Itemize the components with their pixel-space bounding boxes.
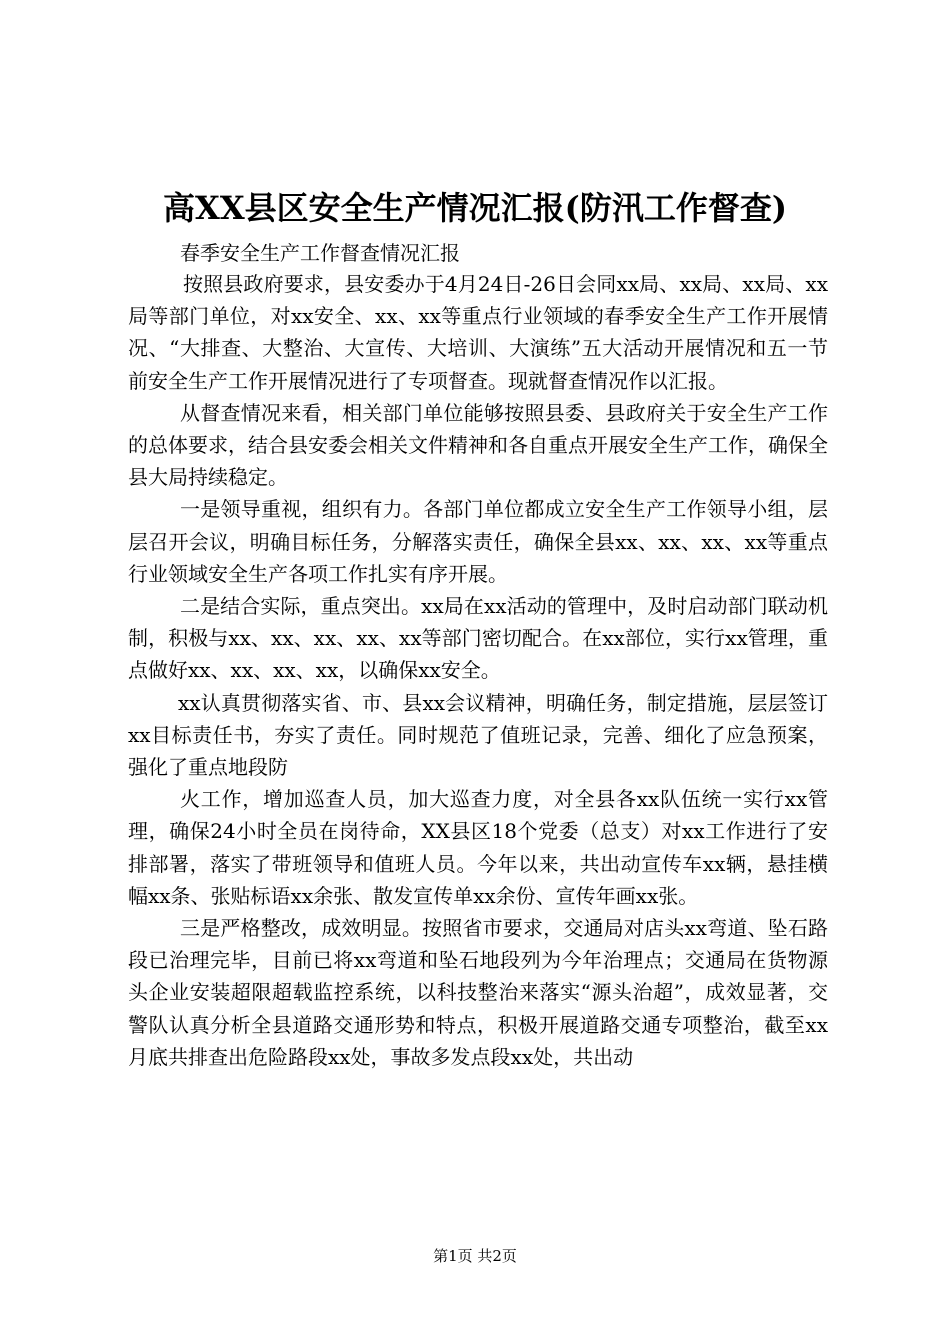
paragraph-intro: 按照县政府要求，县安委办于4月24日-26日会同xx局、xx局、xx局、xx局等部门单位，对xx安全、xx、xx等重点行业领域的春季安全生产工作开展情况、“大排查、大整治、大宣传、大培训、大演练”五大活动开展情况和五一节前安全生产工作开展情况进行了专项督查。现就督查情况作以汇报。 — [128, 272, 828, 393]
paragraph-point-three: 三是严格整改，成效明显。按照省市要求，交通局对店头xx弯道、坠石路段已治理完毕，目前已将xx弯道和坠石地段列为今年治理点；交通局在货物源头企业安装超限超载监控系统，以科技整治来落实“源头治超”，成效显著，交警队认真分析全县道路交通形势和特点，积极开展道路交通专项整治，截至xx月底共排查出危险路段xx处，事故多发点段xx处，共出动 — [128, 916, 828, 1069]
document-subtitle: 春季安全生产工作督查情况汇报 — [180, 241, 460, 265]
paragraph-point-one: 一是领导重视，组织有力。各部门单位都成立安全生产工作领导小组，层层召开会议，明确目标任务，分解落实责任，确保全县xx、xx、xx、xx等重点行业领域安全生产各项工作扎实有序开展。 — [128, 497, 828, 586]
paragraph-point-two: 二是结合实际，重点突出。xx局在xx活动的管理中，及时启动部门联动机制，积极与xx、xx、xx、xx、xx等部门密切配合。在xx部位，实行xx管理，重点做好xx、xx、xx、xx，以确保xx安全。 — [128, 594, 828, 683]
paragraph-fire-prevention: xx认真贯彻落实省、市、县xx会议精神，明确任务，制定措施，层层签订xx目标责任书，夯实了责任。同时规范了值班记录，完善、细化了应急预案，强化了重点地段防 — [128, 690, 828, 780]
document-title: 高XX县区安全生产情况汇报(防汛工作督查) — [163, 189, 787, 227]
page-number-footer: 第1页 共2页 — [433, 1247, 517, 1265]
paragraph-fire-work: 火工作，增加巡查人员，加大巡查力度，对全县各xx队伍统一实行xx管理，确保24小时全员在岗待命，XX县区18个党委（总支）对xx工作进行了安排部署，落实了带班领导和值班人员。今年以来，共出动宣传车xx辆，悬挂横幅xx条、张贴标语xx余张、散发宣传单xx余份、宣传年画xx张。 — [128, 787, 828, 908]
document-body — [128, 268, 828, 1073]
paragraph-overview: 从督查情况来看，相关部门单位能够按照县委、县政府关于安全生产工作的总体要求，结合县安委会相关文件精神和各自重点开展安全生产工作，确保全县大局持续稳定。 — [128, 400, 828, 490]
